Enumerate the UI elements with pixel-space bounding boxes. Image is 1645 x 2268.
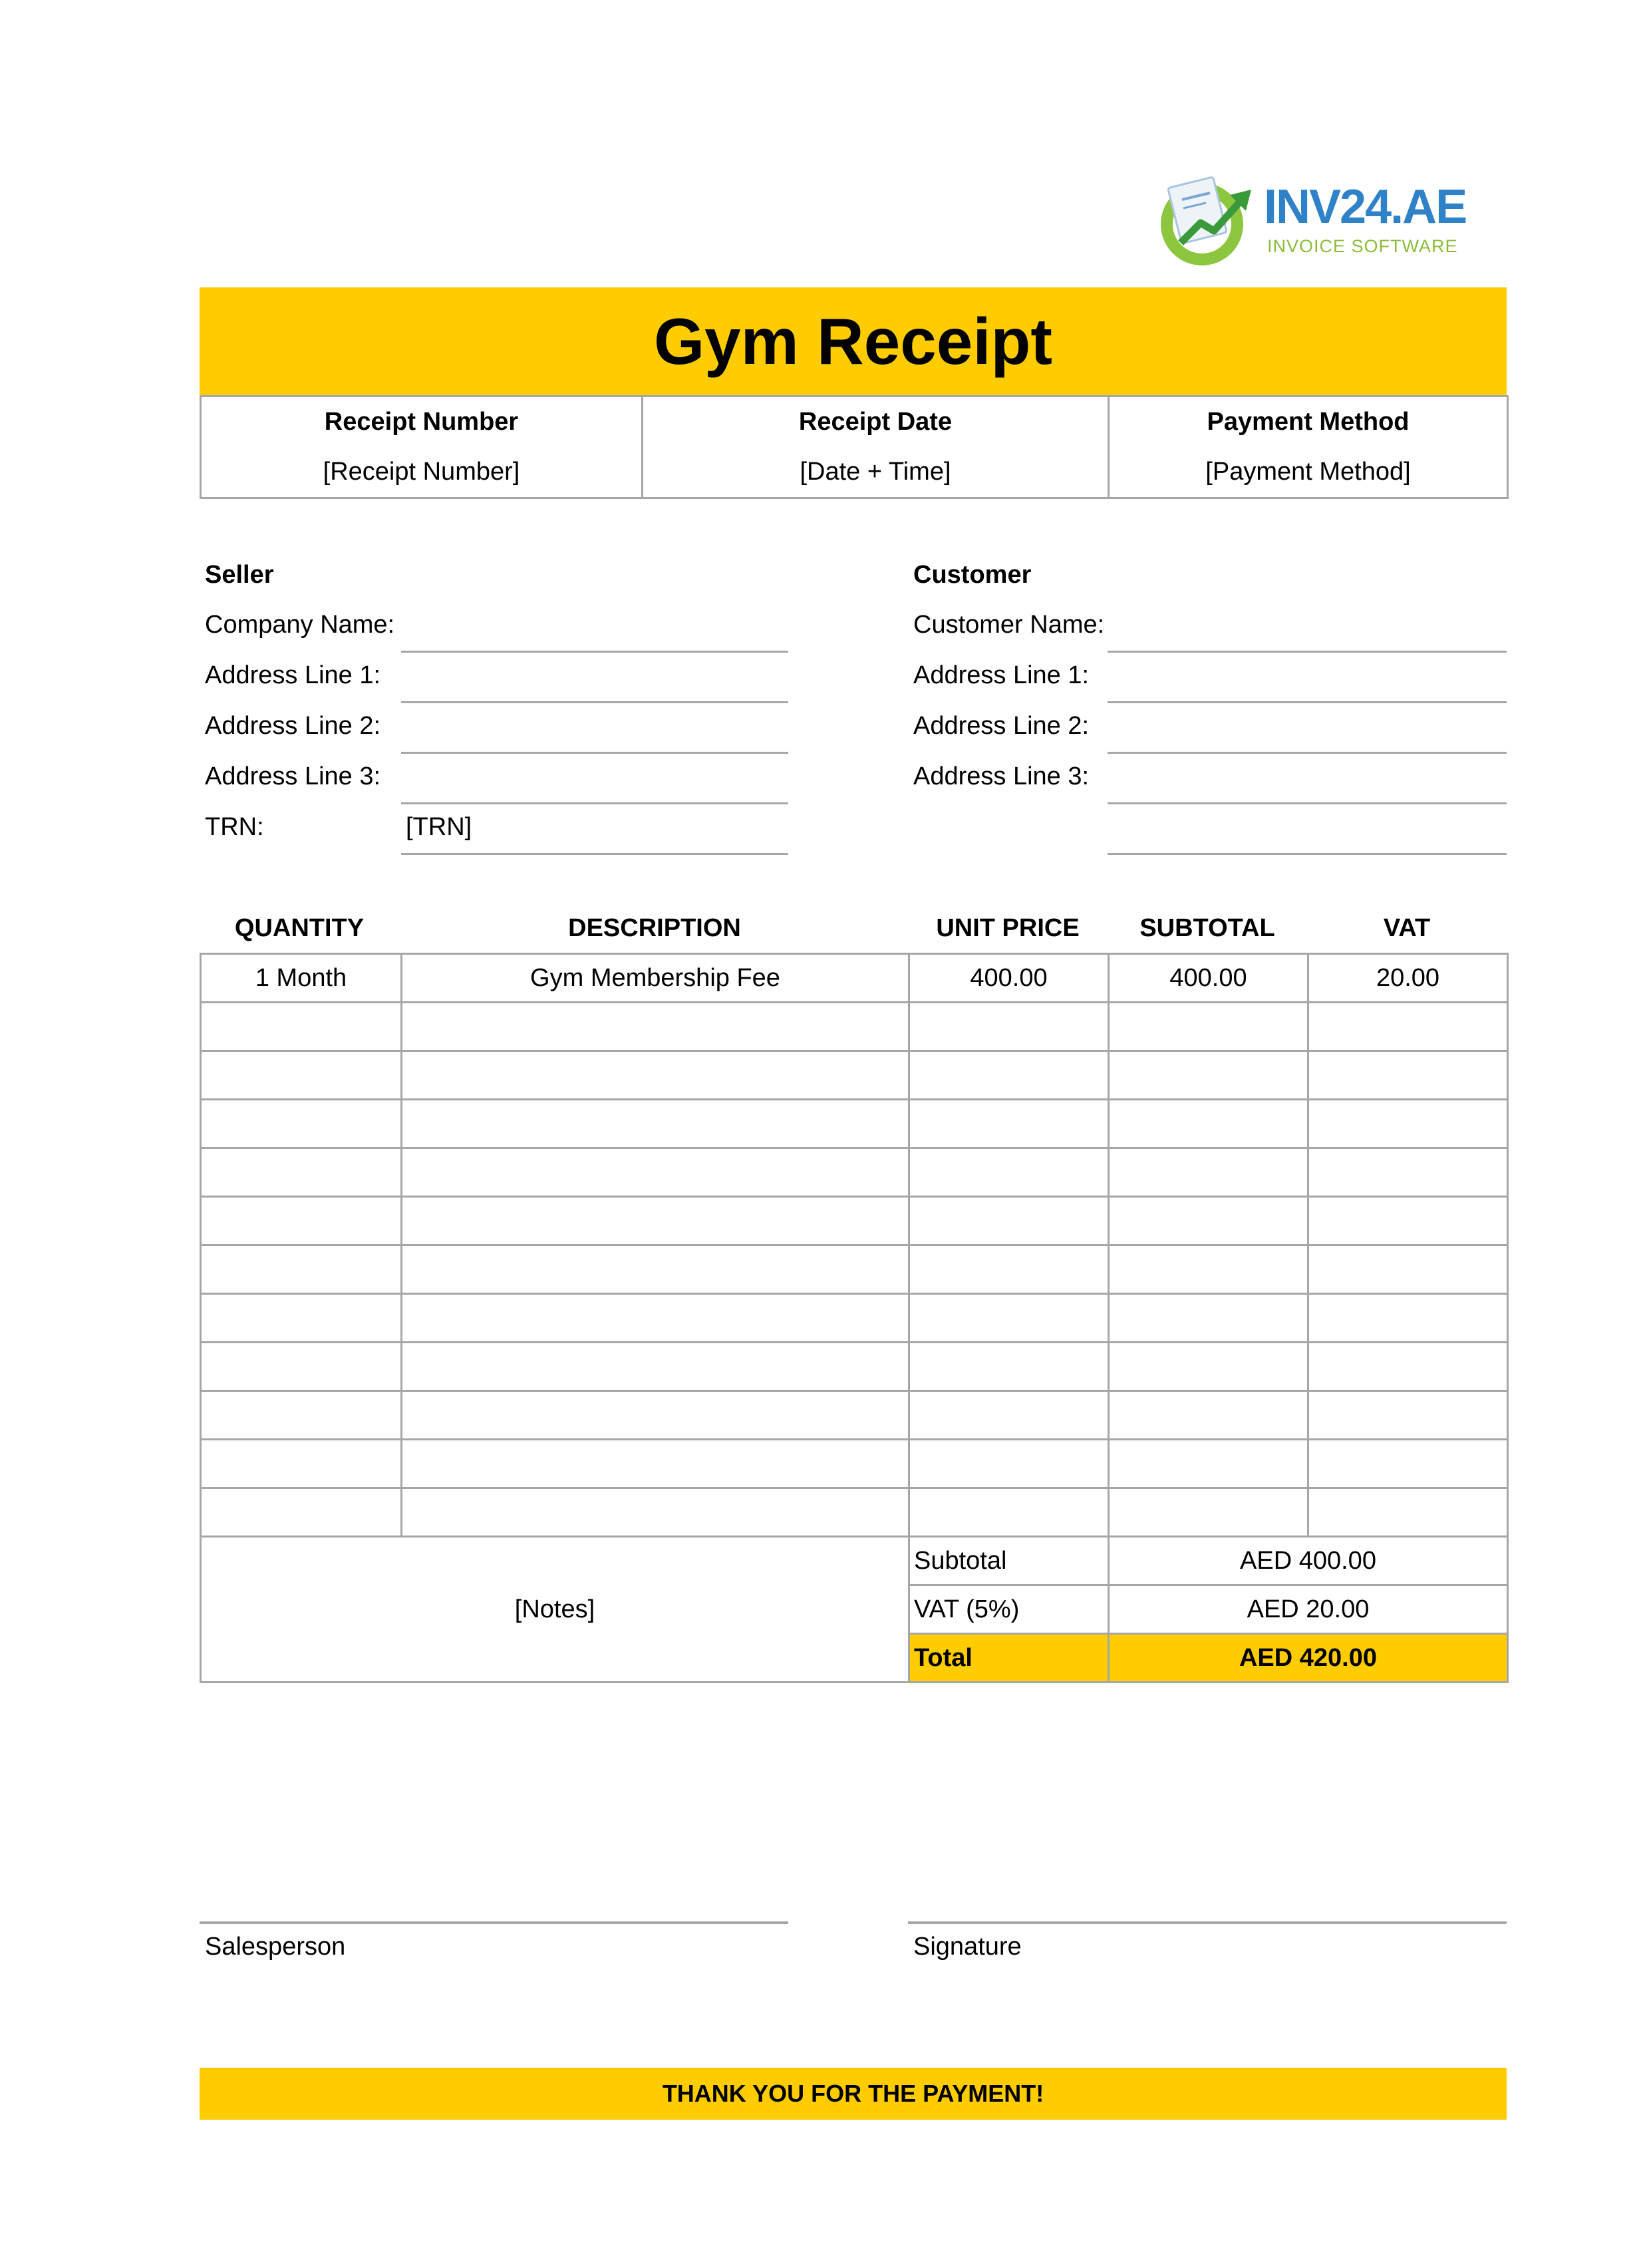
item-unit-price [909, 1343, 1109, 1391]
seller-company-label: Company Name: [205, 611, 395, 639]
item-description [402, 1197, 909, 1245]
item-description [402, 1294, 909, 1343]
receipt-number-value: [Receipt Number] [323, 458, 520, 486]
total-value: AED 420.00 [1109, 1634, 1508, 1683]
header-unit-price: UNIT PRICE [936, 914, 1080, 942]
item-description: Gym Membership Fee [402, 954, 909, 1003]
table-row [201, 1440, 1508, 1488]
item-subtotal [1109, 1100, 1308, 1148]
table-row [201, 1051, 1508, 1100]
item-unit-price [909, 1197, 1109, 1245]
item-vat [1308, 1440, 1508, 1488]
customer-heading: Customer [913, 561, 1032, 589]
item-unit-price [909, 1100, 1109, 1148]
item-quantity [201, 1100, 402, 1148]
item-quantity [201, 1245, 402, 1294]
item-unit-price [909, 1294, 1109, 1343]
table-row [201, 1197, 1508, 1245]
item-quantity [201, 1391, 402, 1440]
receipt-date-label: Receipt Date [798, 408, 953, 436]
item-vat: 20.00 [1308, 954, 1508, 1003]
payment-method-label: Payment Method [1207, 408, 1410, 436]
subtotal-value: AED 400.00 [1109, 1537, 1508, 1585]
seller-address3-label: Address Line 3: [205, 762, 381, 790]
seller-address1-line [401, 701, 788, 703]
customer-address2-line [1108, 752, 1507, 754]
receipt-number-cell [201, 397, 643, 498]
item-quantity [201, 1343, 402, 1391]
total-label: Total [909, 1634, 1109, 1683]
logo-icon [1154, 170, 1261, 269]
signature-label: Signature [913, 1933, 1022, 1961]
item-description [402, 1391, 909, 1440]
brand-logo [1154, 170, 1467, 269]
header-quantity: QUANTITY [234, 914, 365, 942]
receipt-info-table [200, 395, 1509, 499]
item-quantity [201, 1051, 402, 1100]
seller-address3-line [401, 802, 788, 804]
item-description [402, 1245, 909, 1294]
payment-method-cell [1109, 397, 1508, 498]
item-quantity [201, 1148, 402, 1197]
item-subtotal [1109, 1003, 1308, 1051]
seller-trn-value: [TRN] [406, 813, 472, 841]
customer-address3-label: Address Line 3: [913, 762, 1090, 790]
item-description [402, 1343, 909, 1391]
item-description [402, 1003, 909, 1051]
receipt-date-value: [Date + Time] [800, 458, 951, 486]
item-vat [1308, 1051, 1508, 1100]
item-quantity [201, 1440, 402, 1488]
header-description: DESCRIPTION [568, 914, 741, 942]
signature-line [908, 1921, 1507, 1924]
item-subtotal: 400.00 [1109, 954, 1308, 1003]
salesperson-line [200, 1921, 788, 1924]
payment-method-value: [Payment Method] [1205, 458, 1411, 486]
seller-trn-line [401, 853, 788, 855]
subtotal-label: Subtotal [909, 1537, 1109, 1585]
item-vat [1308, 1294, 1508, 1343]
customer-extra-line [1108, 853, 1507, 855]
item-vat [1308, 1148, 1508, 1197]
item-unit-price [909, 1391, 1109, 1440]
item-description [402, 1440, 909, 1488]
footer-banner [200, 2068, 1507, 2120]
footer-message: THANK YOU FOR THE PAYMENT! [662, 2080, 1044, 2107]
title-banner [200, 287, 1507, 395]
item-subtotal [1109, 1440, 1308, 1488]
item-unit-price [909, 1003, 1109, 1051]
customer-address1-label: Address Line 1: [913, 661, 1090, 689]
item-unit-price [909, 1488, 1109, 1537]
customer-name-label: Customer Name: [913, 611, 1105, 639]
item-vat [1308, 1391, 1508, 1440]
page-title: Gym Receipt [653, 304, 1053, 378]
item-description [402, 1488, 909, 1537]
table-row [201, 954, 1508, 1003]
item-vat [1308, 1343, 1508, 1391]
summary-subtotal-row [201, 1537, 1508, 1585]
item-vat [1308, 1488, 1508, 1537]
table-row [201, 1294, 1508, 1343]
item-subtotal [1109, 1488, 1308, 1537]
customer-address2-label: Address Line 2: [913, 712, 1090, 740]
item-quantity: 1 Month [201, 954, 402, 1003]
item-vat [1308, 1245, 1508, 1294]
seller-trn-label: TRN: [205, 813, 264, 841]
item-subtotal [1109, 1391, 1308, 1440]
vat-label: VAT (5%) [909, 1585, 1109, 1634]
item-description [402, 1148, 909, 1197]
table-row [201, 1148, 1508, 1197]
item-subtotal [1109, 1051, 1308, 1100]
item-subtotal [1109, 1197, 1308, 1245]
table-row [201, 1245, 1508, 1294]
item-subtotal [1109, 1294, 1308, 1343]
item-vat [1308, 1197, 1508, 1245]
vat-value: AED 20.00 [1109, 1585, 1508, 1634]
customer-name-line [1108, 651, 1507, 653]
customer-address1-line [1108, 701, 1507, 703]
logo-tagline: INVOICE SOFTWARE [1267, 236, 1458, 256]
notes-cell: [Notes] [201, 1537, 909, 1683]
header-subtotal: SUBTOTAL [1139, 914, 1275, 942]
item-vat [1308, 1100, 1508, 1148]
receipt-date-cell [643, 397, 1109, 498]
receipt-number-label: Receipt Number [324, 408, 519, 436]
table-row [201, 1488, 1508, 1537]
table-row [201, 1100, 1508, 1148]
seller-address1-label: Address Line 1: [205, 661, 381, 689]
item-quantity [201, 1488, 402, 1537]
seller-heading: Seller [205, 561, 274, 589]
item-quantity [201, 1003, 402, 1051]
seller-address2-label: Address Line 2: [205, 712, 381, 740]
table-row [201, 1391, 1508, 1440]
logo-brand-text: INV24.AE [1264, 180, 1467, 234]
item-subtotal [1109, 1148, 1308, 1197]
seller-address2-line [401, 752, 788, 754]
item-unit-price [909, 1148, 1109, 1197]
item-description [402, 1051, 909, 1100]
customer-address3-line [1108, 802, 1507, 804]
item-unit-price [909, 1051, 1109, 1100]
items-table [200, 953, 1509, 1683]
table-row [201, 1343, 1508, 1391]
item-unit-price: 400.00 [909, 954, 1109, 1003]
item-subtotal [1109, 1245, 1308, 1294]
item-quantity [201, 1197, 402, 1245]
seller-company-line [401, 651, 788, 653]
header-vat: VAT [1383, 914, 1431, 942]
salesperson-label: Salesperson [205, 1933, 346, 1961]
item-vat [1308, 1003, 1508, 1051]
item-unit-price [909, 1245, 1109, 1294]
item-subtotal [1109, 1343, 1308, 1391]
table-row [201, 1003, 1508, 1051]
item-unit-price [909, 1440, 1109, 1488]
item-quantity [201, 1294, 402, 1343]
item-description [402, 1100, 909, 1148]
